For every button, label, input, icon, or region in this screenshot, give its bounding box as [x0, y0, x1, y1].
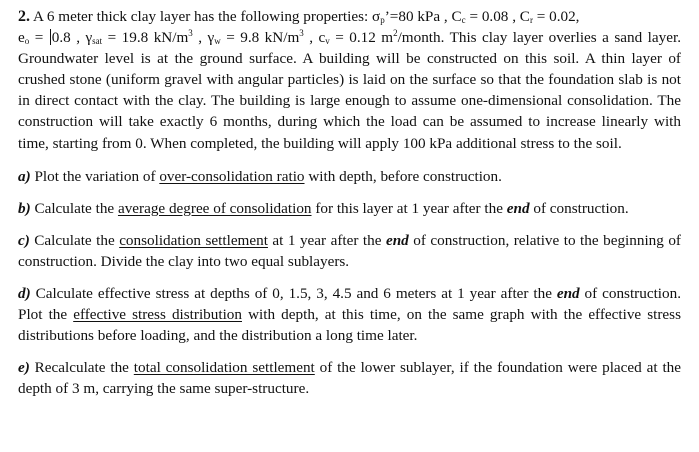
problem-body: sand layer. Groundwater level is at the ground surface. A building will be constructed on this soil. A thin layer of crushed stone (uniform gravel with angular particles) is laid on the surface so that the foundation slab is not in direct contact with the clay. The building is large enough to assume one-dimensional consolidation. The construction will take exactly 6 months, during which the load can be assumed to increase linearly with time, starting from 0. When completed, the building will apply 100 kPa additional stress to the soil. — [18, 29, 681, 152]
part-b-text-mid: for this layer at 1 year after the — [311, 199, 507, 217]
part-b — [18, 198, 681, 219]
part-b-key-term: average degree of consolidation — [117, 199, 312, 217]
part-e-text: Recalculate the — [29, 359, 134, 377]
part-d-text-end: with depth, at this time, on the same graph with the effective stress distributions before loading, and the distribution a long time later. — [18, 306, 681, 345]
cc-symbol: C — [451, 8, 462, 25]
part-c-label: c) — [18, 231, 30, 249]
part-d — [18, 283, 681, 346]
gamma-w-symbol: γ — [207, 29, 215, 47]
gamma-w-value: = 9.8 kN/m — [220, 29, 300, 47]
part-e-key-term: total consolidation settlement — [133, 359, 315, 377]
text-cursor — [50, 29, 51, 45]
sigma-p-symbol: σ — [372, 8, 381, 25]
part-b-label: b) — [18, 199, 31, 217]
part-b-emphasis: end — [506, 199, 530, 217]
question-number: 2. — [18, 8, 30, 25]
gamma-w-exponent: 3 — [299, 28, 304, 39]
problem-statement: 2. A 6 meter thick clay layer has the following properties: $\sigma_p’=80$ kPa , $C_c = 0.08$ , $C_r = 0.02$, $e_o = 0.8$ , $\gamma_{sat} = 19.8$ $kN/m^3$ , $\gamma_w = 9.8$ $kN/m^3$ , $c_v = 0.12$ $m^2$/month. This clay layer overlies a sand layer. Groundwater level is at the ground surface. A building will be constructed on this soil. A thin layer of crushed stone (uniform gravel with angular particles) is laid on the surface so that the foundation slab is not in direct contact with the clay. The building is large enough to assume one-dimensional consolidation. The construction will take exactly 6 months, during which the load can be assumed to increase linearly with time, starting from 0. When completed, the building will apply 100 kPa additional stress to the soil. — [18, 8, 681, 152]
part-c-text: Calculate the — [29, 231, 120, 249]
gamma-sat-symbol: γ — [85, 29, 93, 47]
part-a-text: Plot the variation of — [30, 167, 160, 185]
part-e — [18, 357, 681, 399]
gamma-w-subscript: w — [214, 36, 221, 47]
sigma-p-subscript: p — [380, 15, 385, 25]
e0-value: 0.8 , — [51, 29, 86, 47]
part-c — [18, 230, 681, 272]
cr-value: = 0.02, — [532, 8, 580, 25]
cv-unit: /month. This clay layer overlies a — [397, 29, 609, 47]
cc-subscript: c — [461, 15, 466, 25]
part-a — [18, 166, 681, 187]
part-b-text-end: of construction. — [529, 199, 629, 217]
part-a-key-term: over-consolidation ratio — [159, 167, 305, 185]
cr-symbol: C — [519, 8, 530, 25]
part-e-label: e) — [18, 359, 30, 377]
e0-subscript: o — [24, 36, 30, 47]
separator: , — [192, 29, 208, 47]
cv-symbol: c — [318, 29, 326, 47]
part-c-text-mid: at 1 year after the — [267, 231, 386, 249]
cv-subscript: v — [325, 36, 330, 47]
part-a-label: a) — [18, 167, 31, 185]
part-d-text-mid: of construction. Plot the — [18, 285, 681, 324]
part-c-emphasis: end — [385, 231, 409, 249]
question-parts — [18, 166, 681, 400]
gamma-sat-value: = 19.8 kN/m — [102, 29, 189, 47]
part-d-emphasis: end — [556, 285, 580, 303]
cv-value: = 0.12 m — [329, 29, 394, 47]
part-c-key-term: consolidation settlement — [119, 231, 268, 249]
gamma-sat-subscript: sat — [92, 36, 103, 47]
part-c-text-end: of construction, relative to the beginning of construction. Divide the clay into two equal sublayers. — [18, 231, 681, 270]
sigma-p-value: ’=80 kPa , — [384, 8, 452, 25]
cr-subscript: r — [529, 15, 533, 25]
part-b-text: Calculate the — [30, 199, 118, 217]
cv-exponent: 2 — [393, 28, 398, 39]
cc-value: = 0.08 , — [465, 8, 520, 25]
gamma-sat-exponent: 3 — [188, 28, 193, 39]
part-d-label: d) — [18, 285, 31, 303]
part-d-key-term: effective stress distribution — [73, 306, 242, 324]
part-d-text: Calculate effective stress at depths of 0, 1.5, 3, 4.5 and 6 meters at 1 year after the — [30, 285, 557, 303]
intro-text: A 6 meter thick clay layer has the following properties: — [30, 8, 373, 25]
part-e-text-end: of the lower sublayer, if the foundation were placed at the depth of 3 m, carrying the same super-structure. — [18, 359, 681, 398]
part-a-text-end: with depth, before construction. — [304, 167, 502, 185]
e0-symbol: e — [18, 29, 25, 47]
separator: , — [303, 29, 319, 47]
